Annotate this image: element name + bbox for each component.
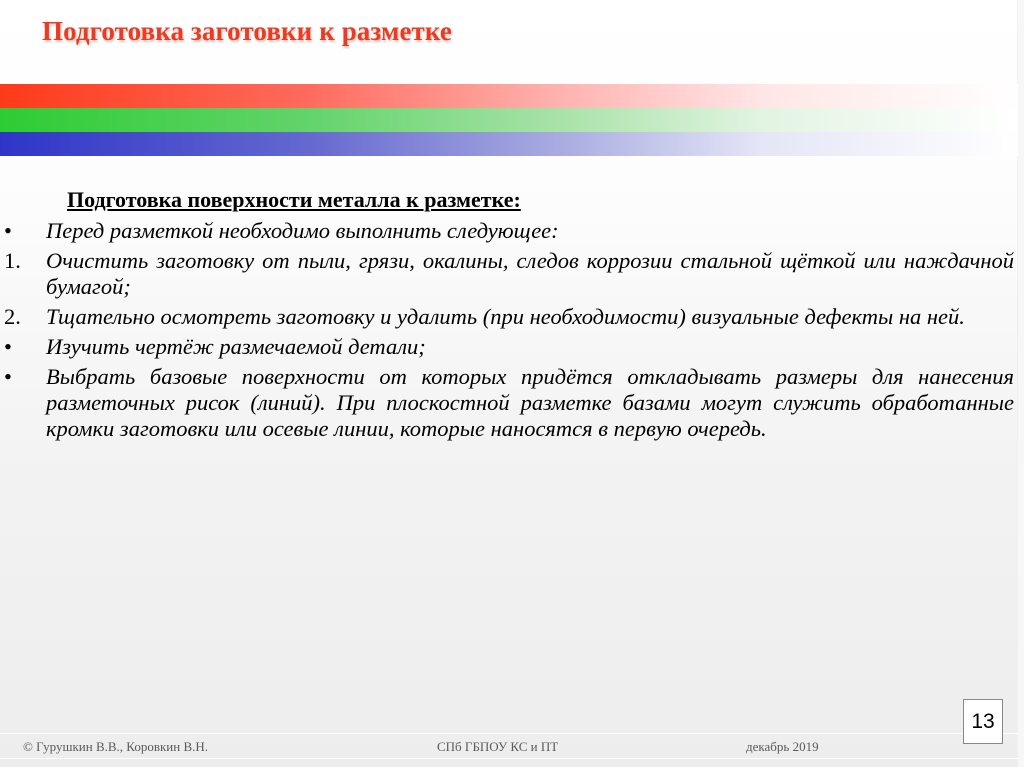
list-item-text: Изучить чертёж размечаемой детали;: [46, 334, 426, 359]
decorative-band-red: [0, 84, 1018, 108]
bullet-marker: •: [4, 364, 12, 389]
list-item-text: Выбрать базовые поверхности от которых придётся откладывать размеры для нанесения разметочных рисок (линий). При плоскостной разметке базами могут служить обработанные кромки заготовки или осевые линии, которые наносятся в первую очередь.: [46, 364, 1014, 441]
list-item-text: Очистить заготовку от пыли, грязи, окалины, следов коррозии стальной щёткой или наждачной бумагой;: [46, 248, 1014, 299]
list-item: [0, 334, 1018, 360]
instruction-list: [0, 218, 1018, 442]
list-item: [0, 364, 1018, 442]
decorative-band-green: [0, 108, 1018, 132]
number-marker: 2.: [4, 304, 21, 329]
decorative-band-blue: [0, 132, 1018, 156]
number-marker: 1.: [4, 248, 21, 273]
bullet-marker: •: [4, 334, 12, 359]
list-item-text: Перед разметкой необходимо выполнить следующее:: [46, 218, 559, 243]
bullet-marker: •: [4, 218, 12, 243]
list-item-text: Тщательно осмотреть заготовку и удалить (при необходимости) визуальные дефекты на ней.: [46, 304, 965, 329]
list-item: [0, 218, 1018, 244]
slide-right-edge: [1017, 0, 1024, 767]
footer-divider-bottom: [0, 758, 1018, 759]
slide-title: Подготовка заготовки к разметке: [42, 16, 452, 46]
footer-organization: СПб ГБПОУ КС и ПТ: [437, 739, 559, 754]
slide-body: [0, 186, 1018, 442]
page-number-badge: 13: [963, 699, 1003, 744]
list-item: [0, 248, 1018, 300]
footer-divider-top: [0, 733, 1018, 734]
list-item: [0, 304, 1018, 330]
footer-authors: © Гурушкин В.В., Коровкин В.Н.: [23, 739, 209, 754]
footer-date: декабрь 2019: [746, 739, 819, 754]
section-subheading: Подготовка поверхности металла к разметке:: [67, 187, 521, 212]
